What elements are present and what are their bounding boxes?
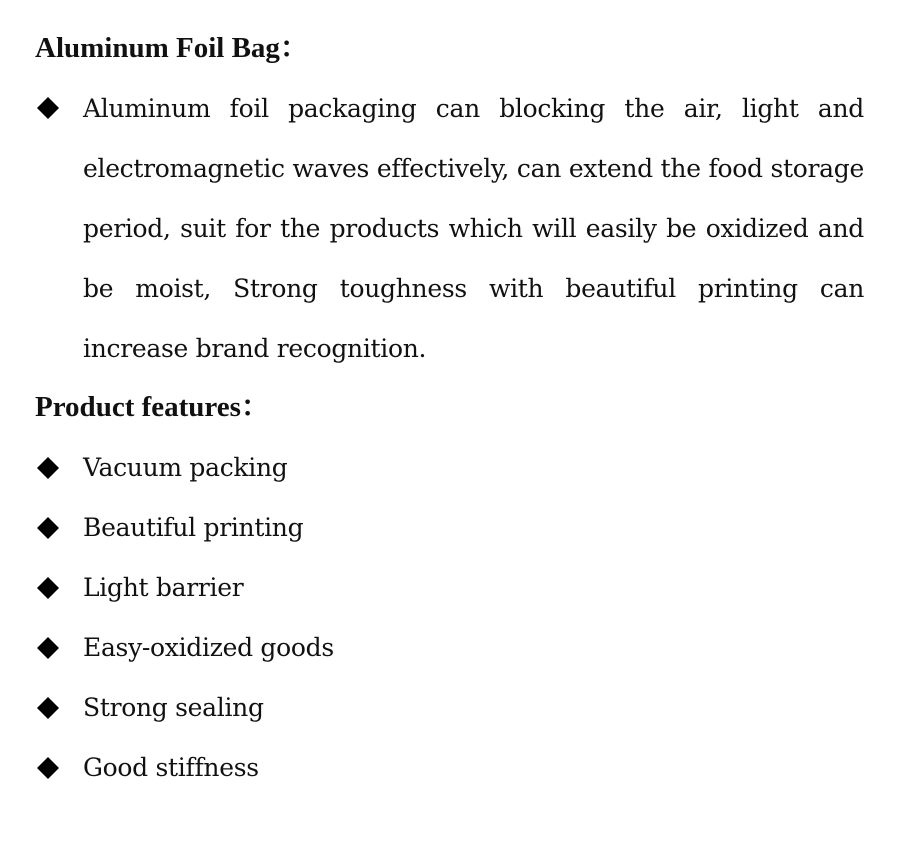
section-heading-product-features: Product features： [35, 391, 270, 423]
black-diamond-icon [36, 696, 60, 720]
black-diamond-icon [36, 516, 60, 540]
list-item: Easy-oxidized goods [83, 633, 334, 662]
black-diamond-icon [36, 96, 60, 120]
list-item: Beautiful printing [83, 513, 304, 542]
section-heading-aluminum-foil-bag: Aluminum Foil Bag： [35, 32, 309, 64]
black-diamond-icon [36, 576, 60, 600]
black-diamond-icon [36, 756, 60, 780]
list-item: Vacuum packing [83, 453, 288, 482]
black-diamond-icon [36, 456, 60, 480]
list-item: Good stiffness [83, 753, 259, 782]
black-diamond-icon [36, 636, 60, 660]
list-item: Light barrier [83, 573, 244, 602]
intro-paragraph: Aluminum foil packaging can blocking the air, light and electromagnetic waves effectively, can extend the food storage period, suit for the products which will easily be oxidized and be moist, Strong toughness with beautiful printing can increase brand recognition. [83, 94, 864, 363]
list-item: Strong sealing [83, 693, 264, 722]
